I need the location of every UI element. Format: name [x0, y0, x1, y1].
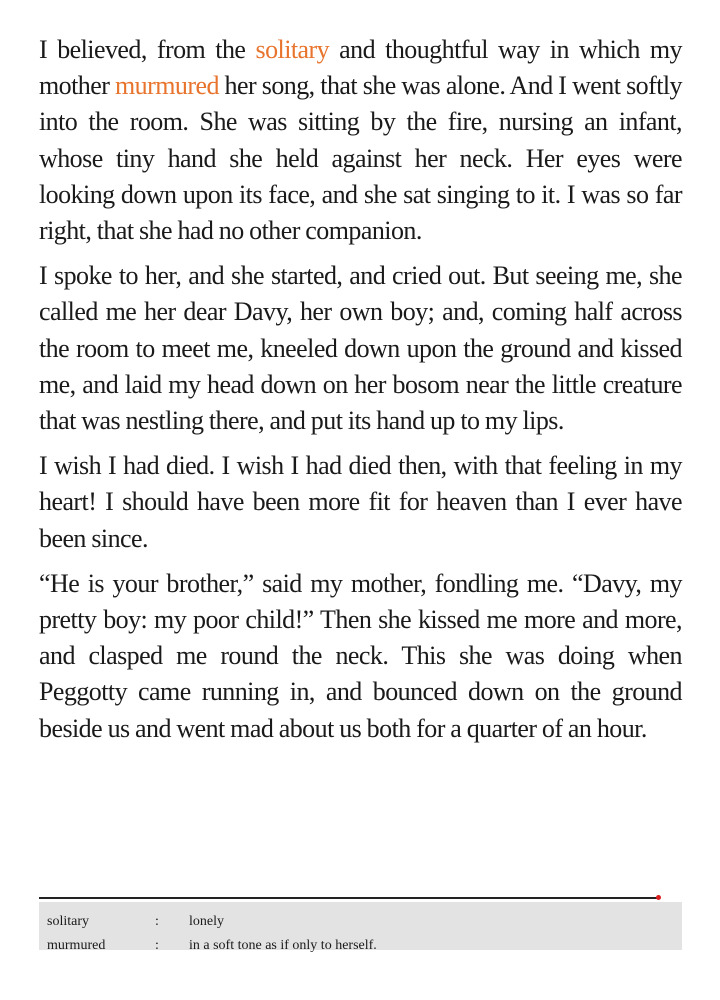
text-segment: I spoke to her, and she started, and cried out. But seeing me, she called me her dear Davy, her own boy; and, coming half across the room to meet me, kneeled down upon the ground and kissed me, and laid my head down on her bosom near the little creature that was nestling there, and put its hand up to my lips.	[39, 261, 682, 436]
glossary-row	[47, 910, 674, 934]
glossary-definition: lonely	[189, 914, 224, 929]
glossary-box	[39, 902, 682, 953]
paragraph-3	[39, 448, 682, 557]
paragraph-4	[39, 566, 682, 747]
text-segment: her song, that she was alone. And I went softly into the room. She was sitting by the fire, nursing an infant, whose tiny hand she held against her neck. Her eyes were looking down upon its face, and she sat singing to it. I was so far right, that she had no other companion.	[39, 71, 682, 246]
glossary-divider	[39, 897, 659, 899]
highlighted-word-murmured: murmured	[115, 71, 219, 101]
glossary-separator: :	[155, 914, 159, 929]
glossary-row	[47, 934, 674, 958]
text-segment: and thoughtful way in which my mother	[39, 35, 682, 101]
glossary-term: murmured	[47, 938, 106, 953]
glossary	[39, 897, 682, 953]
text-segment: I believed, from the	[39, 35, 256, 64]
glossary-definition: in a soft tone as if only to herself.	[189, 938, 377, 953]
glossary-term: solitary	[47, 914, 89, 929]
glossary-separator: :	[155, 938, 159, 953]
highlighted-word-solitary: solitary	[255, 35, 330, 64]
text-segment: I wish I had died. I wish I had died then, with that feeling in my heart! I should have been more fit for heaven than I ever have been since.	[39, 451, 682, 553]
story-text	[39, 32, 682, 756]
divider-dot-icon	[656, 895, 661, 900]
paragraph-2	[39, 258, 682, 439]
text-segment: “He is your brother,” said my mother, fondling me. “Davy, my pretty boy: my poor child!” Then she kissed me more and more, and clasped me round the neck. This she was doing when Peggotty came running in, and bounced down on the ground beside us and went mad about us both for a quarter of an hour.	[39, 568, 682, 743]
paragraph-1	[39, 32, 682, 249]
